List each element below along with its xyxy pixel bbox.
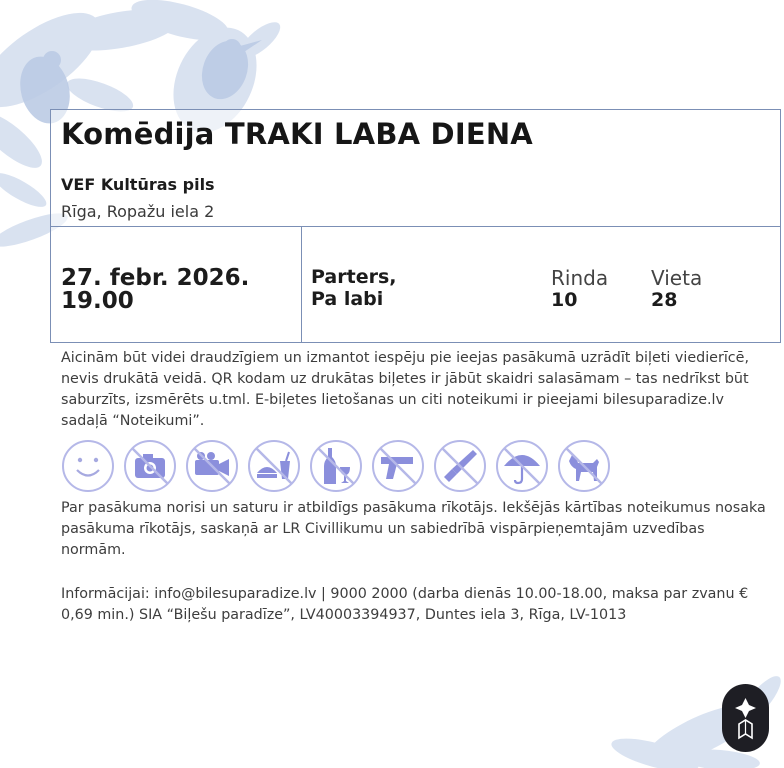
organizer-note: Par pasākuma norisi un saturu ir atbildīgs pasākuma rīkotājs. Iekšējās kārtības noteikumus nosaka pasākuma rīkotājs, saskaņā ar LR Civillikumu un sabiedrībā vispārpieņemtajām uzvedības normām. [61, 500, 766, 558]
no-alcohol-icon [309, 439, 363, 493]
no-umbrella-icon [495, 439, 549, 493]
venue-logo-badge [722, 684, 769, 752]
no-video-camera-icon [185, 439, 239, 493]
eco-notice: Aicinām būt videi draudzīgiem un izmantot iespēju pie ieejas pasākumā uzrādīt biļeti viedierīcē, nevis drukātā veidā. QR kodam uz drukātas biļetes ir jābūt skaidri salasāmam – tas nedrīkst būt saburzīts, izsmērēts u.tml. E-biļetes lietošanas un citi noteikumi ir pieejami bilesuparadize.lv sadaļā “Noteikumi”. [61, 350, 750, 429]
contact-info: Informācijai: info@bilesuparadize.lv | 9000 2000 (darba dienās 10.00-18.00, maksa par zvanu € 0,69 min.) SIA “Biļešu paradīze”, LV40003394937, Duntes iela 3, Rīga, LV-1013 [61, 586, 749, 623]
divider-vertical [301, 226, 302, 342]
seat-value: 28 [651, 289, 678, 311]
no-knives-icon [433, 439, 487, 493]
seat-label: Vieta [651, 266, 703, 290]
smiley-icon [61, 439, 115, 493]
rules-icon-row [61, 439, 621, 493]
venue-name: VEF Kultūras pils [61, 175, 215, 194]
no-weapons-icon [371, 439, 425, 493]
event-title: Komēdija TRAKI LABA DIENA [61, 117, 533, 151]
section-name: Parters, [311, 266, 397, 288]
venue-address: Rīga, Ropažu iela 2 [61, 202, 215, 221]
no-food-drink-icon [247, 439, 301, 493]
seat-section [311, 266, 471, 310]
event-date-time [61, 267, 281, 313]
row-label: Rinda [551, 266, 609, 290]
event-date: 27. febr. 2026. [61, 265, 250, 291]
event-time: 19.00 [61, 288, 134, 314]
row-value: 10 [551, 289, 578, 311]
no-camera-icon [123, 439, 177, 493]
section-side: Pa labi [311, 288, 384, 310]
no-dogs-icon [557, 439, 611, 493]
divider-horizontal [51, 226, 780, 227]
